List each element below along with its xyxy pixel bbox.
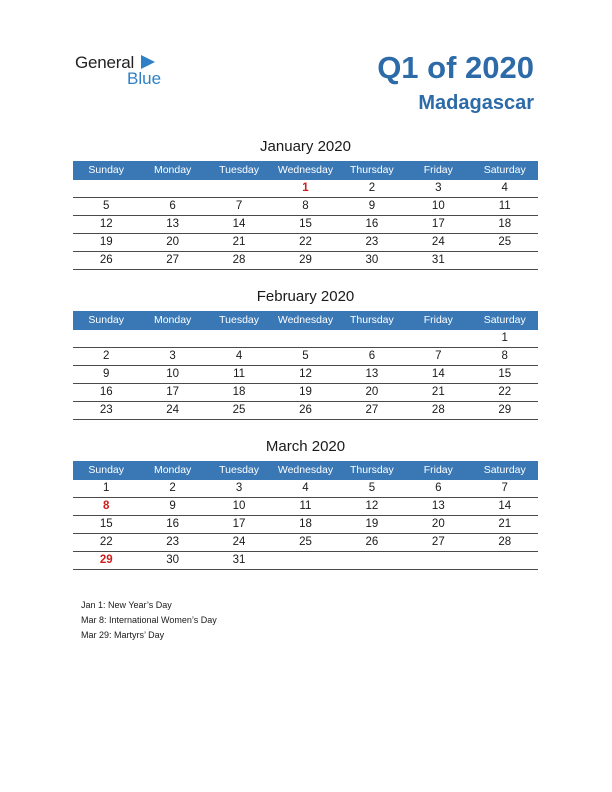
day-cell: 7 xyxy=(435,350,442,362)
day-cell: 21 xyxy=(498,518,512,530)
day-cell: 20 xyxy=(431,518,445,530)
weekday-header: Monday xyxy=(153,314,192,326)
day-cell: 27 xyxy=(166,254,180,266)
day-cell: 1 xyxy=(501,332,508,344)
day-cell: 15 xyxy=(299,218,312,230)
day-cell xyxy=(339,552,405,569)
week-row xyxy=(73,366,538,384)
holiday-day-cell: 1 xyxy=(302,182,309,194)
day-cell xyxy=(272,552,338,569)
weekday-header: Saturday xyxy=(483,314,526,326)
week-row xyxy=(73,252,538,270)
day-cell: 11 xyxy=(233,368,246,380)
day-cell: 10 xyxy=(166,368,180,380)
page-title: Q1 of 2020 xyxy=(377,50,534,85)
day-cell: 3 xyxy=(235,482,243,494)
weekday-header: Sunday xyxy=(88,464,125,476)
month-calendar-january xyxy=(73,137,538,270)
day-cell: 22 xyxy=(299,236,312,248)
week-row xyxy=(73,216,538,234)
day-cell: 28 xyxy=(232,254,246,266)
month-title: February 2020 xyxy=(256,288,355,305)
day-cell: 30 xyxy=(365,254,379,266)
month-title: March 2020 xyxy=(265,438,346,455)
day-cell: 13 xyxy=(365,368,379,380)
day-cell: 5 xyxy=(103,200,110,212)
day-cell: 2 xyxy=(169,482,176,494)
month-calendar-march xyxy=(73,437,538,570)
day-cell: 22 xyxy=(498,386,512,398)
weekday-header: Saturday xyxy=(483,164,526,176)
day-cell: 14 xyxy=(498,500,512,512)
day-cell: 16 xyxy=(365,218,379,230)
day-cell xyxy=(206,330,272,347)
week-row xyxy=(73,330,538,348)
day-cell xyxy=(139,180,205,197)
weekday-header: Friday xyxy=(423,164,453,176)
day-cell: 9 xyxy=(368,200,376,212)
logo-flag-icon xyxy=(141,55,155,69)
day-cell: 26 xyxy=(299,404,312,416)
day-cell: 4 xyxy=(235,350,243,362)
day-cell: 31 xyxy=(232,554,246,566)
day-cell: 29 xyxy=(498,404,512,416)
month-title: January 2020 xyxy=(260,138,351,155)
day-cell xyxy=(272,330,338,347)
day-cell: 8 xyxy=(302,200,309,212)
day-cell: 2 xyxy=(368,182,376,194)
day-cell: 16 xyxy=(99,386,113,398)
weekday-header: Monday xyxy=(153,164,192,176)
day-cell: 5 xyxy=(302,350,309,362)
weekday-header: Saturday xyxy=(483,464,526,476)
week-row xyxy=(73,402,538,420)
weekday-header: Thursday xyxy=(350,464,394,476)
month-calendar-february xyxy=(73,287,538,420)
weekday-header: Wednesday xyxy=(277,314,334,326)
week-row xyxy=(73,534,538,552)
day-cell xyxy=(206,180,272,197)
day-cell: 25 xyxy=(299,536,312,548)
day-cell: 4 xyxy=(501,182,508,194)
holiday-note: Jan 1: New Year’s Day xyxy=(81,600,172,610)
week-row xyxy=(73,516,538,534)
day-cell: 24 xyxy=(232,536,246,548)
day-cell: 17 xyxy=(232,518,246,530)
day-cell: 30 xyxy=(166,554,180,566)
day-cell: 2 xyxy=(103,350,110,362)
day-cell: 19 xyxy=(365,518,379,530)
day-cell xyxy=(139,330,205,347)
day-cell: 4 xyxy=(302,482,309,494)
day-cell: 10 xyxy=(232,500,246,512)
holiday-day-cell: 29 xyxy=(99,554,113,566)
day-cell: 6 xyxy=(169,200,176,212)
day-cell: 1 xyxy=(103,482,110,494)
day-cell: 3 xyxy=(435,182,442,194)
weekday-header: Friday xyxy=(423,464,453,476)
weekday-header: Sunday xyxy=(88,314,125,326)
day-cell: 20 xyxy=(166,236,180,248)
weekday-header: Monday xyxy=(153,464,192,476)
week-row xyxy=(73,480,538,498)
day-cell: 17 xyxy=(431,218,445,230)
day-cell: 12 xyxy=(299,368,312,380)
day-cell: 25 xyxy=(232,404,246,416)
day-cell: 3 xyxy=(169,350,176,362)
weekday-header: Thursday xyxy=(350,314,394,326)
day-cell: 27 xyxy=(431,536,445,548)
day-cell: 19 xyxy=(99,236,113,248)
day-cell: 14 xyxy=(232,218,246,230)
week-row xyxy=(73,180,538,198)
country-name: Madagascar xyxy=(418,92,534,114)
weekday-header: Sunday xyxy=(88,164,125,176)
week-row xyxy=(73,498,538,516)
weekday-header: Thursday xyxy=(350,164,394,176)
day-cell: 26 xyxy=(99,254,113,266)
weekday-header-row xyxy=(73,311,538,330)
day-cell: 11 xyxy=(498,200,511,212)
day-cell: 28 xyxy=(498,536,512,548)
weekday-header: Tuesday xyxy=(219,164,259,176)
day-cell: 16 xyxy=(166,518,180,530)
day-cell: 20 xyxy=(365,386,379,398)
weekday-header: Wednesday xyxy=(277,464,334,476)
day-cell: 7 xyxy=(235,200,243,212)
day-cell xyxy=(472,552,538,569)
day-cell xyxy=(73,180,139,197)
week-row xyxy=(73,198,538,216)
day-cell xyxy=(73,330,139,347)
day-cell: 31 xyxy=(431,254,445,266)
day-cell: 13 xyxy=(431,500,445,512)
day-cell: 12 xyxy=(365,500,379,512)
day-cell xyxy=(339,330,405,347)
day-cell xyxy=(405,552,471,569)
day-cell: 6 xyxy=(435,482,442,494)
week-row xyxy=(73,234,538,252)
day-cell: 15 xyxy=(99,518,113,530)
day-cell: 26 xyxy=(365,536,379,548)
week-row xyxy=(73,348,538,366)
day-cell: 6 xyxy=(368,350,376,362)
week-row xyxy=(73,552,538,570)
weekday-header: Wednesday xyxy=(277,164,334,176)
day-cell: 7 xyxy=(501,482,508,494)
day-cell: 12 xyxy=(99,218,113,230)
day-cell: 18 xyxy=(232,386,246,398)
day-cell: 22 xyxy=(99,536,113,548)
holiday-note: Mar 8: International Women’s Day xyxy=(81,615,217,625)
week-row xyxy=(73,384,538,402)
day-cell: 11 xyxy=(299,500,312,512)
day-cell: 25 xyxy=(498,236,512,248)
day-cell: 23 xyxy=(166,536,180,548)
logo-text-general: General xyxy=(75,53,135,72)
day-cell: 9 xyxy=(103,368,110,380)
weekday-header: Tuesday xyxy=(219,464,259,476)
day-cell: 24 xyxy=(431,236,445,248)
holiday-notes xyxy=(81,598,217,643)
day-cell: 23 xyxy=(99,404,113,416)
day-cell: 21 xyxy=(431,386,445,398)
day-cell: 18 xyxy=(498,218,512,230)
day-cell: 29 xyxy=(299,254,312,266)
day-cell: 18 xyxy=(299,518,312,530)
day-cell: 19 xyxy=(299,386,312,398)
day-cell xyxy=(472,252,538,269)
day-cell: 15 xyxy=(498,368,512,380)
day-cell: 17 xyxy=(166,386,180,398)
holiday-day-cell: 8 xyxy=(103,500,110,512)
day-cell: 27 xyxy=(365,404,379,416)
day-cell: 10 xyxy=(431,200,445,212)
day-cell: 23 xyxy=(365,236,379,248)
day-cell: 21 xyxy=(232,236,246,248)
day-cell: 14 xyxy=(431,368,445,380)
weekday-header: Tuesday xyxy=(219,314,259,326)
day-cell: 28 xyxy=(431,404,445,416)
day-cell: 9 xyxy=(169,500,176,512)
day-cell: 24 xyxy=(166,404,180,416)
day-cell: 5 xyxy=(368,482,376,494)
day-cell: 13 xyxy=(166,218,180,230)
weekday-header-row xyxy=(73,461,538,480)
day-cell: 8 xyxy=(501,350,508,362)
logo xyxy=(75,53,175,89)
logo-text-blue: Blue xyxy=(127,69,162,88)
day-cell xyxy=(405,330,471,347)
weekday-header-row xyxy=(73,161,538,180)
weekday-header: Friday xyxy=(423,314,453,326)
holiday-note: Mar 29: Martyrs’ Day xyxy=(81,630,165,640)
